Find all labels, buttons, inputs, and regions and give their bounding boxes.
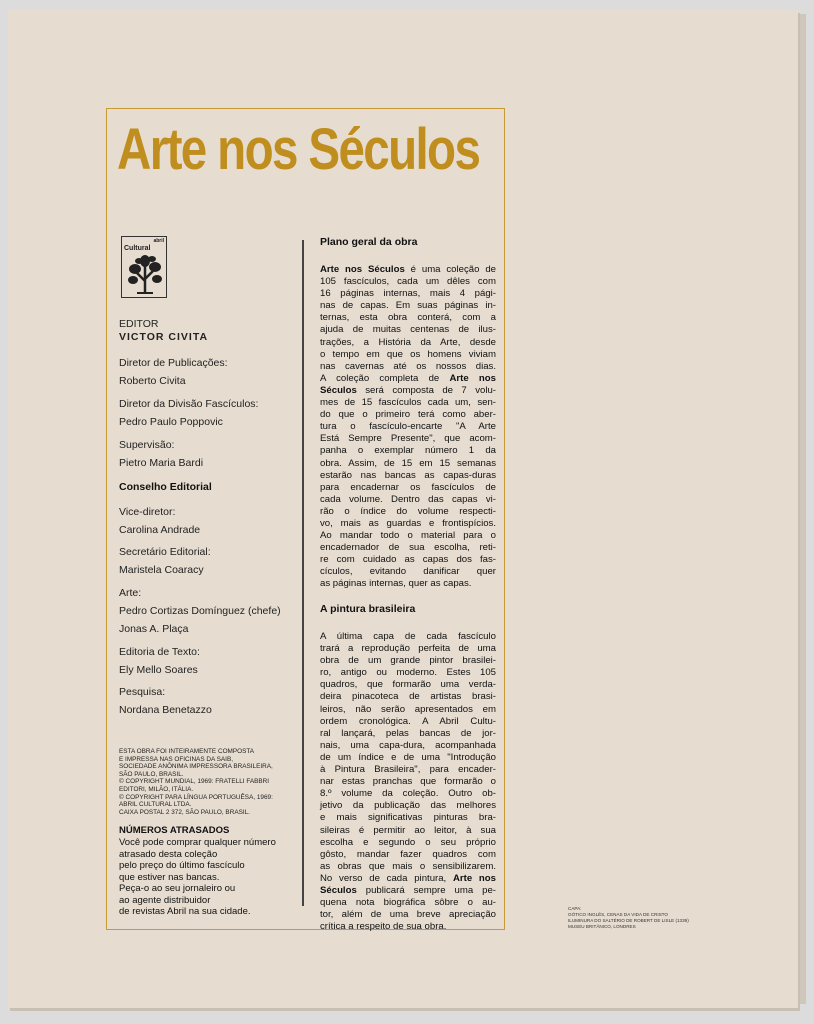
member-value: Pedro Cortizas Domínguez (chefe) — [119, 605, 281, 617]
imprint-line: E IMPRESSA NAS OFICINAS DA SAIB, — [119, 755, 233, 763]
paragraph-line: escolha e segundo o seu próprio — [320, 836, 496, 848]
conselho-heading: Conselho Editorial — [119, 481, 212, 493]
paragraph-line: rão o índice do volume respecti- — [320, 505, 496, 517]
paragraph-line: 105 fascículos, cada um dêles com — [320, 276, 496, 288]
paragraph-line: ajuda de muitas centenas de ilus- — [320, 324, 496, 336]
numeros-line: atrasado desta coleção — [119, 848, 218, 860]
imprint-line: SÃO PAULO, BRASIL. — [119, 770, 184, 778]
paragraph-line: nar estas pranchas que formarão o — [320, 776, 496, 788]
staff-value: Pedro Paulo Poppovic — [119, 416, 223, 428]
staff-value: Pietro Maria Bardi — [119, 457, 204, 469]
paragraph-line: ordem cronológica. A Abril Cultu- — [320, 715, 496, 727]
plano-text — [320, 264, 496, 591]
tree-icon — [125, 253, 165, 295]
paragraph-line: obra de um grande pintor brasilei- — [320, 655, 496, 667]
logo-text — [124, 238, 164, 252]
paragraph-line: nas cavernas até os nossos dias. — [320, 360, 496, 372]
paragraph-line: ternas, esta obra conterá, com a — [320, 312, 496, 324]
cover-caption — [568, 906, 708, 930]
member-vice-diretor — [119, 506, 200, 538]
paragraph-line: mes de 15 fascículos cada um, sen- — [320, 397, 496, 409]
numeros-line: que estiver nas bancas. — [119, 871, 220, 883]
numeros-line: ao agente distribuidor — [119, 894, 211, 906]
numeros-heading: NÚMEROS ATRASADOS — [119, 825, 230, 836]
numeros-line: Peça-o ao seu jornaleiro ou — [119, 883, 236, 894]
page-title: Arte nos Séculos — [117, 117, 480, 182]
paragraph-line: de um índice e de uma "Introdução — [320, 751, 496, 763]
logo-line-1: abril — [153, 238, 164, 244]
editor-block — [119, 318, 208, 344]
paragraph-line: e mais significativas pinturas bra- — [320, 812, 496, 824]
staff-1 — [119, 357, 228, 389]
member-label: Pesquisa: — [119, 686, 166, 698]
member-value: Nordana Benetazzo — [119, 704, 212, 716]
imprint-line: ABRIL CULTURAL LTDA. — [119, 801, 192, 809]
paragraph-line: trações, a História da Arte, desde — [320, 336, 496, 348]
paragraph-line: jetivo da publicação das melhores — [320, 800, 496, 812]
plano-heading: Plano geral da obra — [320, 236, 418, 248]
member-secretario — [119, 546, 211, 578]
paragraph-line: nas de capas. Em suas páginas in- — [320, 300, 496, 312]
paragraph-line: ral lançará, pelas bancas de jor- — [320, 727, 496, 739]
imprint-line: SOCIEDADE ANÔNIMA IMPRESSORA BRASILEIRA, — [119, 763, 273, 771]
paragraph-line: estarão nas bancas as capas-duras — [320, 469, 496, 481]
paragraph-line: leiros, não serão apresentados em — [320, 703, 496, 715]
imprint-line: CAIXA POSTAL 2 372, SÃO PAULO, BRASIL. — [119, 808, 250, 816]
member-arte — [119, 587, 281, 637]
paragraph-line: tura o fascículo-encarte "A Arte — [320, 421, 496, 433]
paragraph-line: quena nota biográfica sôbre o au- — [320, 897, 496, 909]
pintura-text — [320, 631, 496, 933]
imprint-line: EDITORI, MILÃO, ITÁLIA. — [119, 785, 194, 793]
paragraph-line: para encadernar os fascículos de — [320, 481, 496, 493]
paragraph-line: à Pintura Brasileira", para encader- — [320, 764, 496, 776]
paragraph-line: Séculos será composta de 7 volu- — [320, 384, 496, 396]
paragraph-line: Ao mandar todo o material para o — [320, 530, 496, 542]
member-label: Secretário Editorial: — [119, 546, 211, 558]
paragraph-line: o tempo em que os homens viviam — [320, 348, 496, 360]
publisher-logo — [121, 236, 167, 298]
numeros-line: pelo preço do último fascículo — [119, 860, 245, 871]
staff-value: Roberto Civita — [119, 375, 186, 387]
paragraph-line: as páginas internas, quer as capas. — [320, 578, 472, 590]
paragraph-line: A última capa de cada fascículo — [320, 631, 496, 642]
paragraph-line: Séculos publicará sempre uma pe- — [320, 884, 496, 896]
paragraph-line: obra. Assim, de 15 em 15 semanas — [320, 457, 496, 469]
caption-line: CAPA: — [568, 906, 582, 911]
member-label: Editoria de Texto: — [119, 646, 200, 658]
member-editoria — [119, 646, 200, 678]
numeros-text — [119, 837, 301, 918]
caption-line: GÓTICO INGLÊS, CENAS DA VIDA DE CRISTO — [568, 912, 668, 917]
paragraph-line: vo, mais as guardas e frontispícios. — [320, 517, 496, 529]
imprint-line: ESTA OBRA FOI INTEIRAMENTE COMPOSTA — [119, 748, 255, 755]
paragraph-line: re com cuidado as capas dos fas- — [320, 554, 496, 566]
paragraph-line: trará a reprodução perfeita de uma — [320, 643, 496, 655]
column-divider — [302, 240, 304, 906]
paragraph-line: cículos, evitando danificar quer — [320, 566, 496, 578]
editor-name: VICTOR CIVITA — [119, 331, 209, 343]
paragraph-line: 16 páginas internas, mais 4 pági- — [320, 288, 496, 300]
editor-label: EDITOR — [119, 318, 159, 330]
caption-line: MUSEU BRITÂNICO, LONDRES — [568, 924, 636, 929]
paragraph-line: do que o primeiro terá como aber- — [320, 409, 496, 421]
staff-2 — [119, 398, 258, 430]
numeros-line: de revistas Abril na sua cidade. — [119, 906, 251, 917]
member-label: Vice-diretor: — [119, 506, 176, 518]
paragraph-line: encadernador de sua escolha, reti- — [320, 542, 496, 554]
paragraph-line: Arte nos Séculos é uma coleção de — [320, 264, 496, 275]
pintura-heading: A pintura brasileira — [320, 603, 416, 615]
paragraph-line: No verso de cada pintura, Arte nos — [320, 872, 496, 884]
paragraph-line: gôsto, mandar fazer quadros com — [320, 848, 496, 860]
staff-3 — [119, 439, 203, 471]
member-value: Ely Mello Soares — [119, 664, 198, 676]
paragraph-line: tor, além de uma breve apreciação — [320, 909, 496, 921]
staff-label: Diretor de Publicações: — [119, 357, 228, 369]
imprint-line: © COPYRIGHT MUNDIAL, 1969: FRATELLI FABBRI — [119, 778, 270, 786]
logo-line-2: Cultural — [124, 245, 151, 252]
staff-label: Supervisão: — [119, 439, 175, 451]
paragraph-line: 8.º volume da coleção. Outro ob- — [320, 788, 496, 800]
member-pesquisa — [119, 686, 212, 718]
imprint-line: © COPYRIGHT PARA LÍNGUA PORTUGUÊSA, 1969: — [119, 793, 273, 801]
paragraph-line: cada volume. Dentro das capas vi- — [320, 493, 496, 505]
paragraph-line: A coleção completa de Arte nos — [320, 372, 496, 384]
member-label: Arte: — [119, 587, 142, 599]
paragraph-line: nais, uma capa-dura, acompanhada — [320, 739, 496, 751]
paragraph-line: panha o exemplar número 1 da — [320, 445, 496, 457]
member-value: Carolina Andrade — [119, 524, 201, 536]
staff-label: Diretor da Divisão Fascículos: — [119, 398, 259, 410]
paragraph-line: crítica a respeito de sua obra. — [320, 921, 447, 933]
caption-line: ILUMINURA DO SALTÉRIO DE ROBERT DE LISLE (1339) — [568, 918, 689, 923]
page-edge — [800, 14, 806, 1004]
paragraph-line: as obras que mais o sensibilizarem. — [320, 860, 496, 872]
paragraph-line: deira pinacoteca de artistas brasi- — [320, 691, 496, 703]
numeros-line: Você pode comprar qualquer número — [119, 837, 276, 848]
imprint — [119, 748, 299, 816]
member-value: Maristela Coaracy — [119, 564, 204, 576]
member-value: Jonas A. Plaça — [119, 623, 189, 635]
paragraph-line: Está Sempre Presente", que acom- — [320, 433, 496, 445]
paragraph-line: quadros, que formarão uma verda- — [320, 679, 496, 691]
paragraph-line: sileiras é permitir ao leitor, à sua — [320, 824, 496, 836]
paragraph-line: ro, antigo ou moderno. Estes 105 — [320, 667, 496, 679]
